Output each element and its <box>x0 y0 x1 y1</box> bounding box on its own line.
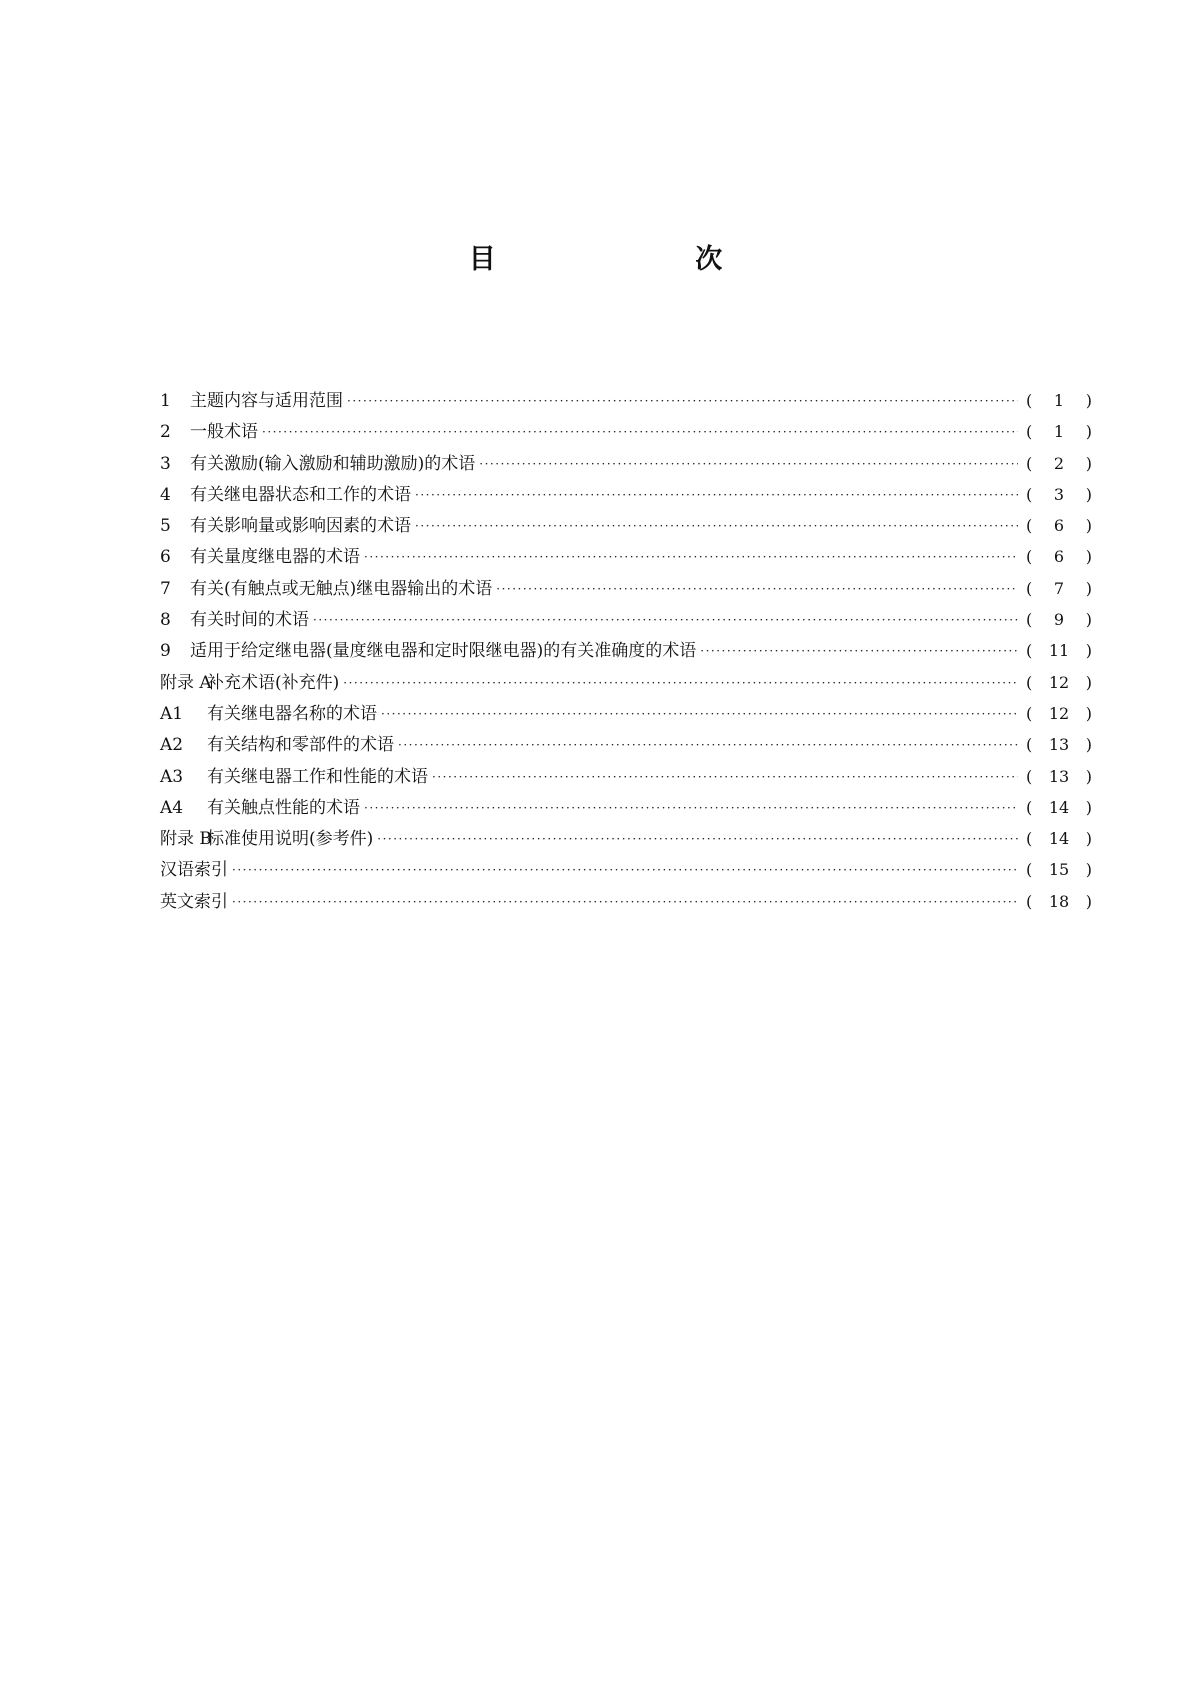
toc-entry <box>160 416 1092 447</box>
toc-page-paren-close: ) <box>1085 797 1092 817</box>
toc-page-paren-open: ( <box>1026 672 1033 692</box>
toc-leader-dots <box>496 574 1018 605</box>
toc-entry-label: 英文索引 <box>160 891 228 912</box>
toc-page-paren-open: ( <box>1026 703 1033 723</box>
toc-entry-number: 1 <box>160 391 171 411</box>
toc-leader-dots <box>364 542 1018 573</box>
toc-leader-dots <box>347 386 1018 417</box>
toc-entry-label: 有关激励(输入激励和辅助激励)的术语 <box>190 453 476 474</box>
toc-entry-number: 8 <box>160 610 171 631</box>
toc-entry-label: 适用于给定继电器(量度继电器和定时限继电器)的有关准确度的术语 <box>190 641 697 662</box>
toc-page-paren-close: ) <box>1085 422 1092 442</box>
toc-entry <box>160 823 1092 854</box>
toc-page-paren-open: ( <box>1026 453 1033 473</box>
toc-entry <box>160 604 1092 635</box>
toc-page-number: 2 <box>1053 453 1065 473</box>
toc-page-paren-close: ) <box>1085 484 1092 504</box>
toc-entry-number: 5 <box>160 516 171 537</box>
toc-entry-page <box>1026 761 1092 792</box>
toc-page-paren-close: ) <box>1085 453 1092 473</box>
toc-entry-label: 汉语索引 <box>160 860 228 881</box>
toc-leader-dots <box>232 855 1018 886</box>
toc-entry <box>160 510 1092 541</box>
toc-leader-dots <box>262 417 1018 448</box>
toc-page-paren-close: ) <box>1085 547 1092 567</box>
toc-entry <box>160 886 1092 917</box>
toc-page-number: 7 <box>1053 578 1065 598</box>
toc-entry-number: A1 <box>160 703 184 724</box>
toc-entry-page <box>1026 416 1092 447</box>
toc-entry-label: 补充术语(补充件) <box>207 672 340 693</box>
toc-leader-dots <box>232 887 1018 918</box>
toc-entry-label: 标准使用说明(参考件) <box>207 829 374 850</box>
toc-leader-dots <box>432 762 1018 793</box>
toc-entry-page <box>1026 479 1092 510</box>
toc-entry-page <box>1026 385 1092 416</box>
toc-leader-dots <box>377 824 1018 855</box>
toc-page-number: 3 <box>1053 484 1065 504</box>
toc-entry <box>160 479 1092 510</box>
toc-entry-number: A4 <box>160 797 184 818</box>
toc-entry-label: 有关量度继电器的术语 <box>190 547 360 568</box>
toc-leader-dots <box>364 793 1018 824</box>
toc-page-paren-open: ( <box>1026 860 1033 880</box>
toc-page-number: 1 <box>1053 422 1065 442</box>
toc-leader-dots <box>381 699 1018 730</box>
toc-page-number: 14 <box>1048 797 1070 817</box>
toc-page-number: 13 <box>1048 766 1070 786</box>
toc-entry-number: 2 <box>160 422 171 443</box>
toc-entry-page <box>1026 667 1092 698</box>
toc-page-paren-open: ( <box>1026 797 1033 817</box>
toc-page-number: 6 <box>1053 547 1065 567</box>
toc-leader-dots <box>415 480 1018 511</box>
toc-page-paren-open: ( <box>1026 829 1033 849</box>
toc-entry <box>160 635 1092 666</box>
toc-entry-number: 6 <box>160 547 171 568</box>
toc-page-paren-open: ( <box>1026 516 1033 536</box>
toc-entry-page <box>1026 729 1092 760</box>
toc-entry-page <box>1026 573 1092 604</box>
toc-page-paren-open: ( <box>1026 422 1033 442</box>
toc-entry <box>160 385 1092 416</box>
toc-page-number: 1 <box>1053 391 1065 410</box>
toc-entry-number: A3 <box>160 766 184 787</box>
toc-page-number: 18 <box>1048 891 1070 911</box>
toc-entry <box>160 541 1092 572</box>
toc-page-paren-close: ) <box>1085 578 1092 598</box>
toc-leader-dots <box>479 449 1018 480</box>
toc-page-number: 9 <box>1053 610 1065 630</box>
toc-leader-dots <box>343 668 1018 699</box>
toc-entry-label: 有关继电器工作和性能的术语 <box>207 766 428 787</box>
toc-page-number: 14 <box>1048 829 1070 849</box>
toc-page-paren-open: ( <box>1026 766 1033 786</box>
toc-entry <box>160 854 1092 885</box>
page-title: 目 次 <box>468 244 818 275</box>
toc-entry-page <box>1026 854 1092 885</box>
toc-entry-page <box>1026 604 1092 635</box>
toc-entry-number: 9 <box>160 641 171 662</box>
toc-leader-dots <box>313 605 1018 636</box>
toc-page-paren-close: ) <box>1085 735 1092 755</box>
toc-leader-dots <box>415 511 1018 542</box>
toc-entry <box>160 792 1092 823</box>
toc-entry-page <box>1026 823 1092 854</box>
toc-entry <box>160 573 1092 604</box>
toc-entry-label: 一般术语 <box>190 422 258 443</box>
toc-page-paren-close: ) <box>1085 860 1092 880</box>
toc-leader-dots <box>398 730 1018 761</box>
toc-entry-page <box>1026 792 1092 823</box>
toc-page-paren-close: ) <box>1085 391 1092 410</box>
toc-page-paren-close: ) <box>1085 641 1092 661</box>
toc-entry-number: A2 <box>160 735 184 756</box>
toc-page-paren-open: ( <box>1026 735 1033 755</box>
toc-entry-number: 4 <box>160 484 171 505</box>
toc-entry-label: 有关(有触点或无触点)继电器输出的术语 <box>190 578 493 599</box>
toc-page-paren-open: ( <box>1026 610 1033 630</box>
toc-page-paren-close: ) <box>1085 610 1092 630</box>
toc-page-paren-open: ( <box>1026 891 1033 911</box>
toc-entry-number: 附录 B <box>160 829 212 850</box>
toc-entry-page <box>1026 541 1092 572</box>
toc-entry-label: 主题内容与适用范围 <box>190 391 343 411</box>
toc-page-paren-open: ( <box>1026 484 1033 504</box>
toc-page-number: 11 <box>1048 641 1070 661</box>
toc-page-paren-open: ( <box>1026 578 1033 598</box>
toc-entry <box>160 448 1092 479</box>
toc-page-paren-close: ) <box>1085 891 1092 911</box>
toc-entry-number: 附录 A <box>160 672 212 693</box>
toc-page-number: 15 <box>1048 860 1070 880</box>
toc-entry-page <box>1026 698 1092 729</box>
toc-entry-label: 有关继电器状态和工作的术语 <box>190 484 411 505</box>
toc-page-paren-close: ) <box>1085 703 1092 723</box>
toc-page-paren-close: ) <box>1085 672 1092 692</box>
toc-page-paren-open: ( <box>1026 547 1033 567</box>
toc-page-paren-close: ) <box>1085 829 1092 849</box>
toc-entry-label: 有关结构和零部件的术语 <box>207 735 394 756</box>
toc-entry-label: 有关触点性能的术语 <box>207 797 360 818</box>
toc-entry <box>160 761 1092 792</box>
toc-entry-page <box>1026 448 1092 479</box>
toc-entry-page <box>1026 510 1092 541</box>
toc-entry-page <box>1026 635 1092 666</box>
toc-entry-label: 有关影响量或影响因素的术语 <box>190 516 411 537</box>
toc-entry <box>160 729 1092 760</box>
toc-page-paren-close: ) <box>1085 516 1092 536</box>
toc-page-number: 12 <box>1048 703 1070 723</box>
table-of-contents <box>160 385 1092 917</box>
toc-leader-dots <box>700 636 1018 667</box>
toc-page-number: 12 <box>1048 672 1070 692</box>
toc-entry-page <box>1026 886 1092 917</box>
toc-entry <box>160 667 1092 698</box>
toc-page-paren-open: ( <box>1026 391 1033 410</box>
toc-entry-number: 3 <box>160 453 171 474</box>
toc-page-number: 13 <box>1048 735 1070 755</box>
toc-page-number: 6 <box>1053 516 1065 536</box>
toc-page-paren-open: ( <box>1026 641 1033 661</box>
toc-entry-label: 有关继电器名称的术语 <box>207 703 377 724</box>
toc-page-paren-close: ) <box>1085 766 1092 786</box>
toc-entry-number: 7 <box>160 578 171 599</box>
toc-entry <box>160 698 1092 729</box>
toc-entry-label: 有关时间的术语 <box>190 610 309 631</box>
